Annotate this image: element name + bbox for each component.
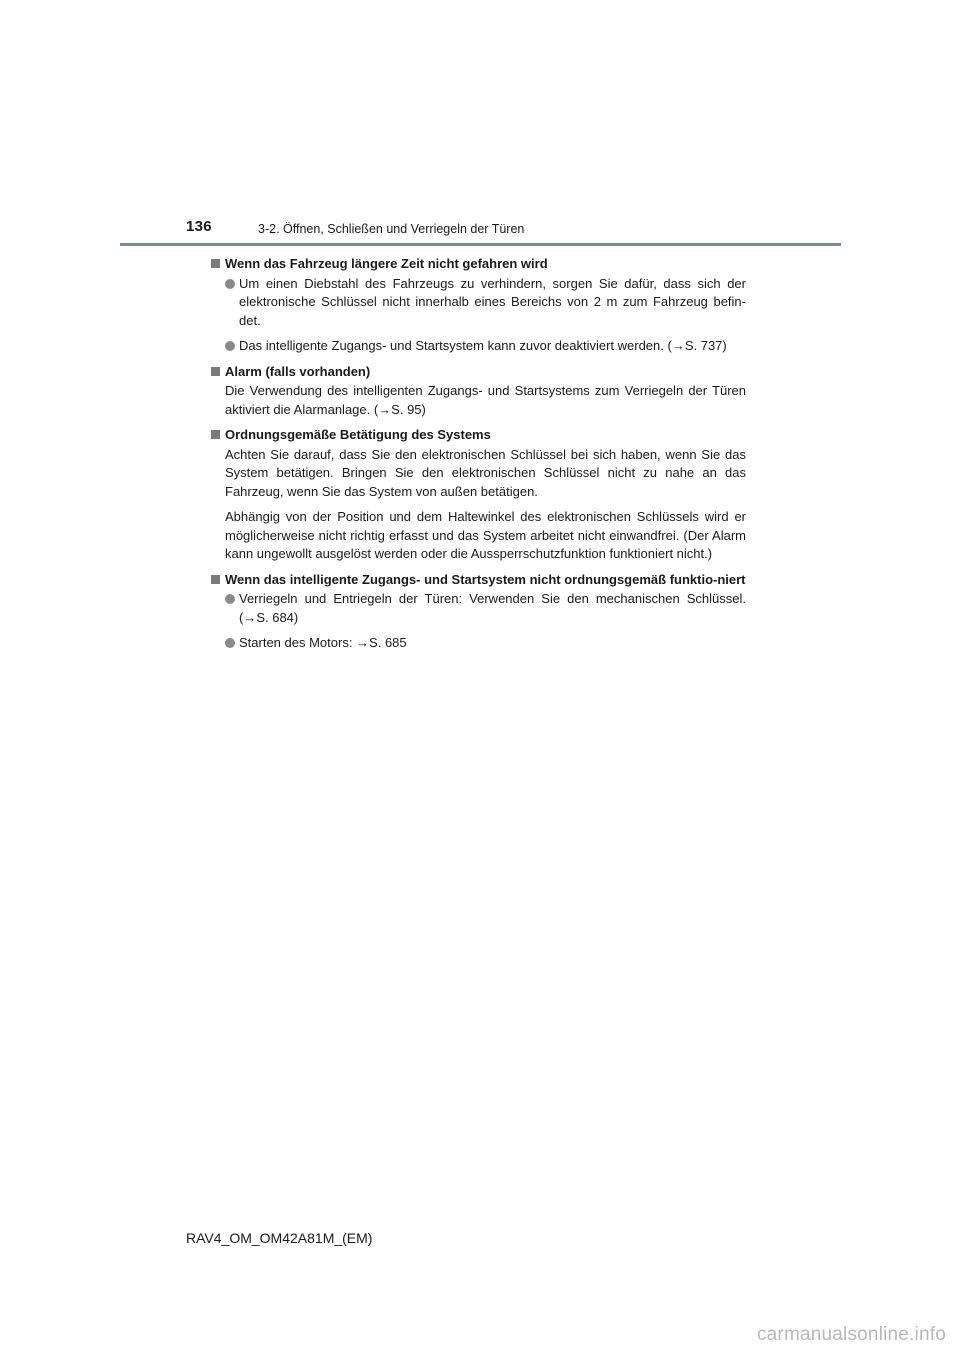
list-item: Starten des Motors: →S. 685 [210, 634, 746, 653]
section-alarm [210, 363, 746, 420]
header-title: 3-2. Öffnen, Schließen und Verriegeln der Türen [258, 222, 525, 236]
section-storage [210, 255, 746, 356]
section-heading: Alarm (falls vorhanden) [210, 363, 746, 382]
section-heading: Ordnungsgemäße Betätigung des Systems [210, 426, 746, 445]
paragraph: Abhängig von der Position und dem Haltewinkel des elektronischen Schlüssels wird er möglicherweise nicht richtig erfasst und das System arbeitet nicht einwandfrei. (Der Alarm kann ungewollt ausgelöst werden oder die Aussperrschutzfunktion funktioniert nicht.) [225, 509, 746, 561]
watermark: carmanualsonline.info [756, 1324, 946, 1345]
footer-doc-code: RAV4_OM_OM42A81M_(EM) [186, 1230, 373, 1246]
list-item: Verriegeln und Entriegeln der Türen: Verwenden Sie den mechanischen Schlüssel. (→S. 684) [210, 590, 746, 627]
circle-bullet-icon [225, 341, 235, 351]
circle-bullet-icon [225, 594, 235, 604]
section-heading: Wenn das intelligente Zugangs- und Startsystem nicht ordnungsgemäß funktio-niert [210, 571, 746, 590]
page-number: 136 [186, 218, 212, 235]
section-malfunction [210, 571, 746, 653]
section-heading: Wenn das Fahrzeug längere Zeit nicht gefahren wird [210, 255, 746, 274]
circle-bullet-icon [225, 279, 235, 289]
square-bullet-icon [211, 575, 220, 584]
paragraph: Die Verwendung des intelligenten Zugangs- und Startsystems zum Verriegeln der Türen aktiviert die Alarmanlage. (→S. 95) [225, 383, 746, 417]
square-bullet-icon [211, 259, 220, 268]
square-bullet-icon [211, 367, 220, 376]
section-operation [210, 426, 746, 564]
square-bullet-icon [211, 430, 220, 439]
paragraph: Achten Sie darauf, dass Sie den elektronischen Schlüssel bei sich haben, wenn Sie das System betätigen. Bringen Sie den elektronischen Schlüssel nicht zu nahe an das Fahrzeug, wenn Sie das System von außen betätigen. [225, 446, 746, 499]
list-item: Um einen Diebstahl des Fahrzeugs zu verhindern, sorgen Sie dafür, dass sich der elektronische Schlüssel nicht innerhalb eines Bereichs von 2 m zum Fahrzeug befin-det. [210, 275, 746, 331]
main-content [210, 255, 746, 660]
circle-bullet-icon [225, 638, 235, 648]
list-item: Das intelligente Zugangs- und Startsystem kann zuvor deaktiviert werden. (→S. 737) [210, 337, 746, 356]
header-rule [120, 243, 841, 246]
